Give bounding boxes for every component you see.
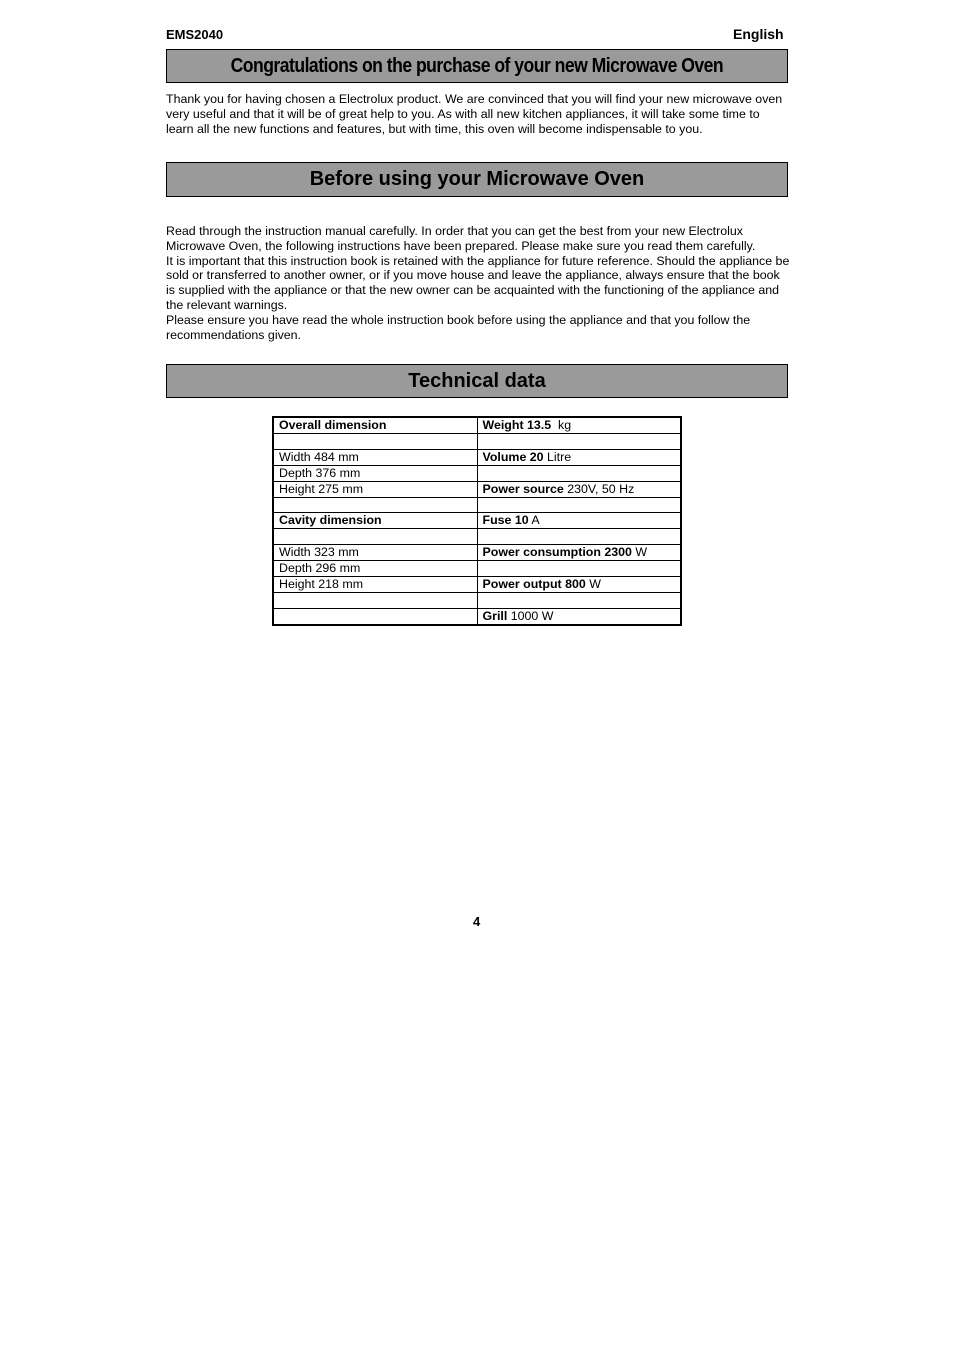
table-cell-right xyxy=(477,465,681,481)
table-cell-left xyxy=(273,417,477,434)
cell-value: 230V, 50 Hz xyxy=(563,481,635,496)
table-cell-right xyxy=(477,608,681,625)
table-cell-right xyxy=(477,449,681,465)
cell-label: Cavity dimension xyxy=(279,513,382,528)
table-row xyxy=(273,545,681,561)
cell-value: Width 484 mm xyxy=(279,449,359,464)
cell-label: Weight 13.5 xyxy=(482,418,552,432)
table-row xyxy=(273,593,681,609)
table-row xyxy=(273,465,681,481)
cell-value: Depth 376 mm xyxy=(279,465,361,480)
cell-value: Depth 296 mm xyxy=(279,561,361,576)
table-row xyxy=(273,449,681,465)
congratulations-heading-text: Congratulations on the purchase of your new Microwave Oven xyxy=(230,54,724,77)
table-cell-left xyxy=(273,545,477,561)
cell-value: Height 218 mm xyxy=(279,577,364,592)
table-row xyxy=(273,529,681,545)
table-row xyxy=(273,497,681,513)
table-cell-left xyxy=(273,593,477,609)
cell-label: Fuse 10 xyxy=(482,513,529,528)
table-cell-right xyxy=(477,577,681,593)
table-cell-right xyxy=(477,481,681,497)
cell-value: 1000 W xyxy=(507,608,554,623)
cell-value: W xyxy=(585,577,601,592)
language-label: English xyxy=(733,26,784,42)
table-row xyxy=(273,577,681,593)
cell-value: Litre xyxy=(543,449,572,464)
table-cell-right xyxy=(477,561,681,577)
before-using-text-1: Read through the instruction manual carefully. In order that you can get the best from your new Electrolux Microwave Oven, the following instructions have been prepared. Please make sure you read them carefully. xyxy=(166,224,756,253)
before-using-text-3: Please ensure you have read the whole instruction book before using the appliance and that you follow the recommendations given. xyxy=(166,312,751,342)
cell-label: Power output 800 xyxy=(482,577,586,592)
congratulations-heading xyxy=(166,49,788,83)
table-cell-right xyxy=(477,417,681,434)
table-cell-left xyxy=(273,434,477,450)
table-cell-left xyxy=(273,561,477,577)
page-number: 4 xyxy=(473,914,481,929)
table-cell-right xyxy=(477,513,681,529)
table-row xyxy=(273,608,681,625)
cell-value: kg xyxy=(551,418,572,432)
before-using-text-2: It is important that this instruction book is retained with the appliance for future reference. Should the appliance be sold or transferred to another owner, or if you move house and leave the appliance, always ensure that the book is supplied with the appliance or that the new owner can be acquainted with the functioning of the appliance and the relevant warnings. xyxy=(166,253,790,312)
congratulations-paragraph: Thank you for having chosen a Electrolux product. We are convinced that you will find your new microwave oven very useful and that it will be of great help to you. As with all new kitchen appliances, it will take some time to learn all the new functions and features, but with time, this oven will become indispensable to you. xyxy=(166,92,783,136)
table-cell-right xyxy=(477,593,681,609)
technical-data-heading: Technical data xyxy=(166,364,788,398)
table-cell-left xyxy=(273,577,477,593)
table-row xyxy=(273,481,681,497)
model-number: EMS2040 xyxy=(166,27,224,42)
table-cell-left xyxy=(273,529,477,545)
table-cell-right xyxy=(477,529,681,545)
table-cell-left xyxy=(273,465,477,481)
table-row xyxy=(273,561,681,577)
cell-label: Power consumption 2300 xyxy=(482,545,632,560)
cell-value: Width 323 mm xyxy=(279,545,359,560)
table-row xyxy=(273,513,681,529)
before-using-paragraph xyxy=(166,224,790,342)
cell-label: Power source xyxy=(482,481,564,496)
table-cell-left xyxy=(273,513,477,529)
before-using-heading: Before using your Microwave Oven xyxy=(166,162,788,197)
cell-value: W xyxy=(631,545,648,560)
cell-value: A xyxy=(528,513,540,528)
table-cell-right xyxy=(477,545,681,561)
cell-label: Overall dimension xyxy=(279,418,387,432)
cell-label: Grill xyxy=(482,608,508,623)
table-cell-left xyxy=(273,449,477,465)
cell-label: Volume 20 xyxy=(482,449,544,464)
cell-value: Height 275 mm xyxy=(279,481,364,496)
table-row xyxy=(273,417,681,434)
table-cell-right xyxy=(477,434,681,450)
table-cell-left xyxy=(273,481,477,497)
table-row xyxy=(273,434,681,450)
table-cell-left xyxy=(273,497,477,513)
table-cell-right xyxy=(477,497,681,513)
technical-data-table xyxy=(272,416,682,626)
table-cell-left xyxy=(273,608,477,625)
